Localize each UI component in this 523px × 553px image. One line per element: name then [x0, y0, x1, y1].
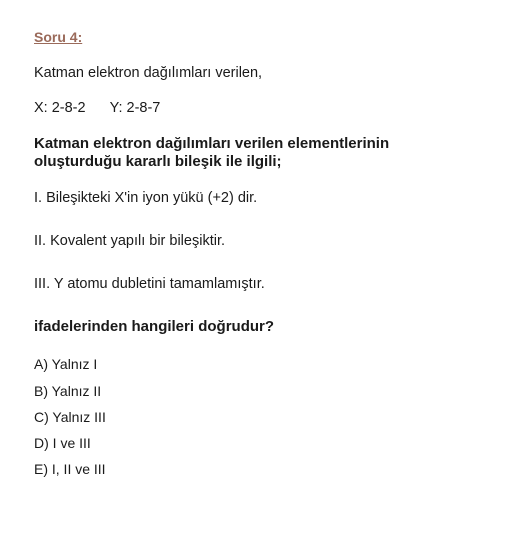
config-y: Y: 2-8-7 — [109, 100, 161, 116]
question-card — [34, 0, 514, 553]
config-x: X: 2-8-2 — [34, 100, 86, 116]
option-d[interactable]: D) I ve III — [34, 435, 91, 451]
option-b[interactable]: B) Yalnız II — [34, 383, 102, 399]
question-prompt-line-1: Katman elektron dağılımları verilen elementlerinin — [34, 135, 390, 152]
electron-configurations — [34, 99, 160, 117]
question-ask: ifadelerinden hangileri doğrudur? — [34, 318, 275, 335]
option-c[interactable]: C) Yalnız III — [34, 409, 106, 425]
statement-3: III. Y atomu dubletini tamamlamıştır. — [34, 276, 265, 292]
statement-2: II. Kovalent yapılı bir bileşiktir. — [34, 233, 225, 249]
statement-1: I. Bileşikteki X'in iyon yükü (+2) dir. — [34, 190, 258, 206]
question-intro: Katman elektron dağılımları verilen, — [34, 65, 263, 81]
question-prompt-line-2: oluşturduğu kararlı bileşik ile ilgili; — [34, 153, 282, 170]
option-a[interactable]: A) Yalnız I — [34, 356, 98, 372]
question-title: Soru 4: — [34, 29, 83, 45]
option-e[interactable]: E) I, II ve III — [34, 461, 106, 477]
